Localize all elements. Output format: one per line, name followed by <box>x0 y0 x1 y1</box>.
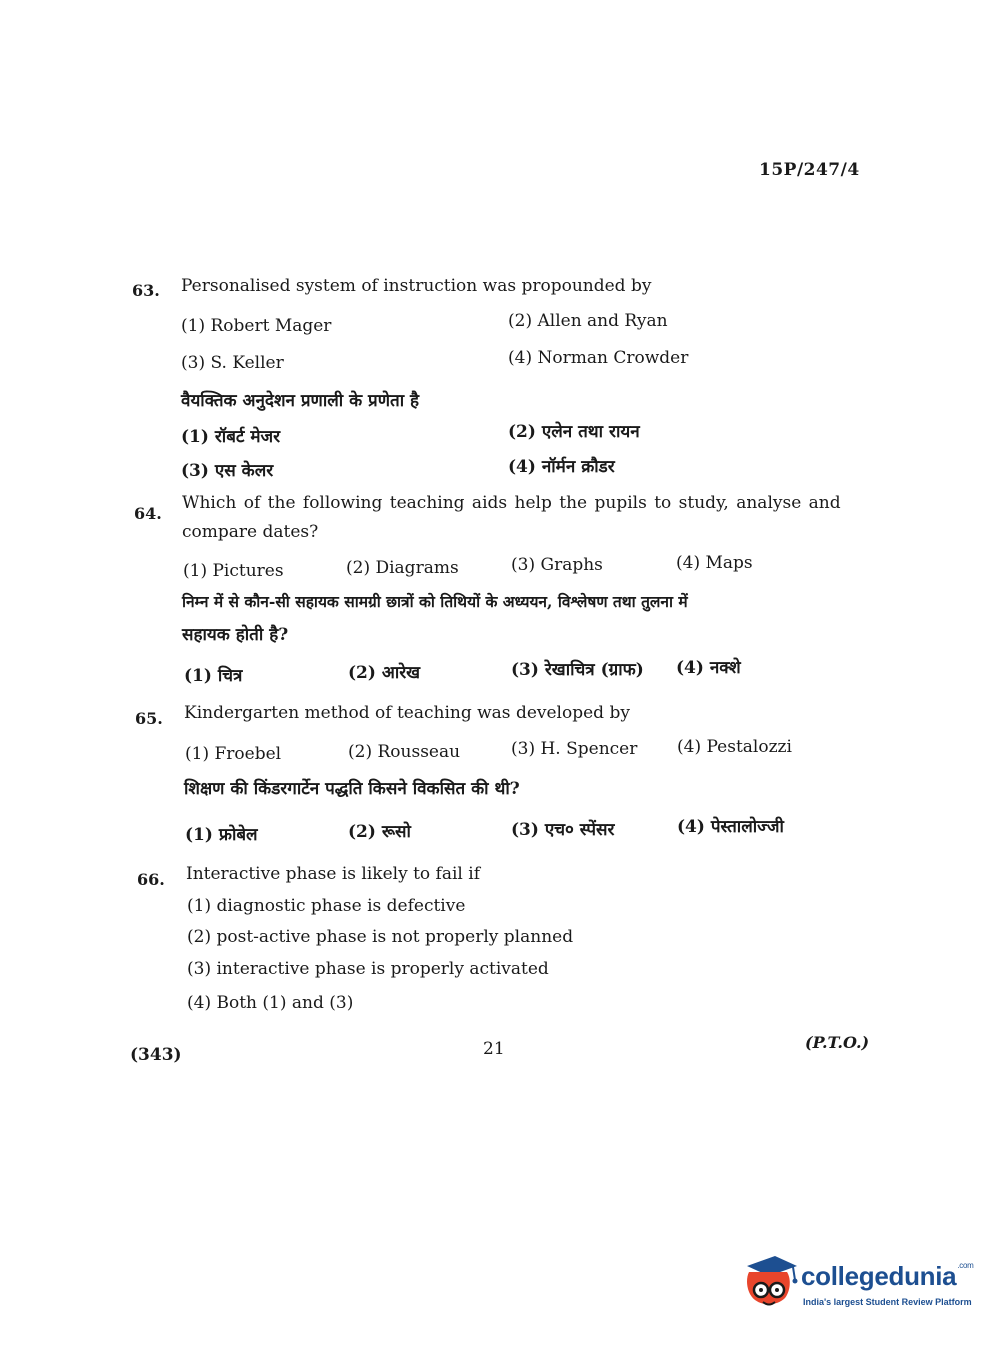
question-63-number: 63. <box>132 281 160 300</box>
question-65-hindi-option-1: (1) फ्रोबेल <box>185 825 258 845</box>
question-66-text: Interactive phase is likely to fail if <box>186 864 480 884</box>
question-64-option-2: (2) Diagrams <box>346 558 459 578</box>
question-65-option-4: (4) Pestalozzi <box>677 737 792 757</box>
question-64-hindi-option-3: (3) रेखाचित्र (ग्राफ) <box>511 660 644 680</box>
question-64-text-line1: Which of the following teaching aids help the pupils to study, analyse and <box>182 493 841 513</box>
question-66-option-4: (4) Both (1) and (3) <box>187 993 354 1013</box>
question-64-hindi-option-2: (2) आरेख <box>348 663 421 683</box>
question-63-hindi-text: वैयक्तिक अनुदेशन प्रणाली के प्रणेता है <box>181 391 420 411</box>
question-64-hindi-line1: निम्न में से कौन-सी सहायक सामग्री छात्रों को तिथियों के अध्ययन, विश्लेषण तथा तुलना में <box>182 592 688 611</box>
question-64-number: 64. <box>134 504 162 523</box>
question-64-option-1: (1) Pictures <box>183 561 284 581</box>
paper-code: 15P/247/4 <box>759 160 860 180</box>
question-63-option-3: (3) S. Keller <box>181 353 284 373</box>
question-66-option-2: (2) post-active phase is not properly planned <box>187 927 574 947</box>
question-63-option-2: (2) Allen and Ryan <box>508 311 668 331</box>
question-64-hindi-line2: सहायक होती है? <box>182 625 289 645</box>
question-65-option-3: (3) H. Spencer <box>511 739 638 759</box>
footer-code: (343) <box>130 1045 182 1065</box>
collegedunia-mascot-icon <box>741 1250 799 1314</box>
logo-tagline: India's largest Student Review Platform <box>803 1297 972 1307</box>
question-65-text: Kindergarten method of teaching was developed by <box>184 703 630 723</box>
question-66-number: 66. <box>137 870 165 889</box>
question-63-hindi-option-2: (2) एलेन तथा रायन <box>508 422 640 442</box>
question-65-hindi-option-3: (3) एच० स्पेंसर <box>511 820 615 840</box>
question-65-option-2: (2) Rousseau <box>348 742 461 762</box>
question-65-option-1: (1) Froebel <box>185 744 282 764</box>
question-64-hindi-option-1: (1) चित्र <box>184 666 243 686</box>
please-turn-over: (P.T.O.) <box>805 1033 870 1052</box>
question-63-text: Personalised system of instruction was propounded by <box>181 276 652 296</box>
logo-wordmark <box>801 1261 973 1292</box>
question-64-hindi-option-4: (4) नक्शे <box>676 658 741 678</box>
question-63-hindi-option-4: (4) नॉर्मन क्रौडर <box>508 457 615 477</box>
logo-name: collegedunia <box>801 1261 957 1291</box>
question-63-hindi-option-3: (3) एस केलर <box>181 461 274 481</box>
logo-suffix: .com <box>957 1261 974 1270</box>
question-63-option-4: (4) Norman Crowder <box>508 348 689 368</box>
question-66-option-3: (3) interactive phase is properly activated <box>187 959 549 979</box>
question-65-hindi-option-2: (2) रूसो <box>348 822 411 842</box>
question-64-option-3: (3) Graphs <box>511 555 603 575</box>
question-65-hindi-text: शिक्षण की किंडरगार्टेन पद्धति किसने विकसित की थी? <box>184 779 520 799</box>
question-64-text-line2: compare dates? <box>182 522 319 542</box>
question-63-hindi-option-1: (1) रॉबर्ट मेजर <box>181 427 281 447</box>
question-65-hindi-option-4: (4) पेस्तालोज्जी <box>677 817 784 837</box>
question-64-option-4: (4) Maps <box>676 553 753 573</box>
page-number: 21 <box>483 1039 505 1059</box>
question-66-option-1: (1) diagnostic phase is defective <box>187 896 466 916</box>
question-63-option-1: (1) Robert Mager <box>181 316 332 336</box>
question-65-number: 65. <box>135 709 163 728</box>
